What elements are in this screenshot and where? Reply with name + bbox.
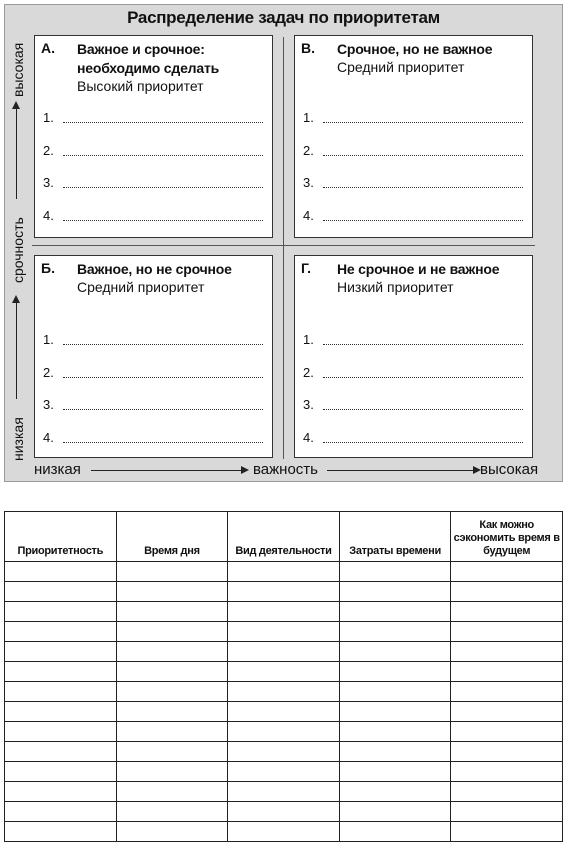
dotted-line: [63, 122, 263, 123]
table-cell[interactable]: [451, 802, 563, 822]
table-cell[interactable]: [228, 562, 340, 582]
quadrant-a: [34, 35, 273, 238]
task-line[interactable]: [303, 332, 523, 365]
vertical-divider: [283, 37, 284, 459]
task-lines: [303, 110, 523, 240]
table-cell[interactable]: [5, 782, 117, 802]
table-cell[interactable]: [116, 802, 228, 822]
quadrant-letter: Г.: [301, 260, 312, 276]
table-cell[interactable]: [116, 622, 228, 642]
task-line[interactable]: [43, 175, 263, 208]
table-row: [5, 782, 563, 802]
table-cell[interactable]: [228, 682, 340, 702]
task-line[interactable]: [43, 208, 263, 241]
quadrant-letter: А.: [41, 40, 55, 56]
quadrant-heading: Срочное, но не важное: [337, 41, 493, 57]
table-cell[interactable]: [339, 762, 451, 782]
line-number: 3.: [43, 397, 54, 412]
dotted-line: [323, 344, 523, 345]
table-cell[interactable]: [451, 602, 563, 622]
task-line[interactable]: [303, 365, 523, 398]
table-cell[interactable]: [228, 742, 340, 762]
table-cell[interactable]: [116, 702, 228, 722]
table-cell[interactable]: [116, 742, 228, 762]
table-cell[interactable]: [116, 602, 228, 622]
importance-low-label: низкая: [34, 461, 81, 478]
table-cell[interactable]: [339, 782, 451, 802]
task-line[interactable]: [43, 397, 263, 430]
table-cell[interactable]: [5, 702, 117, 722]
table-cell[interactable]: [5, 582, 117, 602]
dotted-line: [323, 377, 523, 378]
table-cell[interactable]: [5, 682, 117, 702]
table-cell[interactable]: [228, 702, 340, 722]
table-cell[interactable]: [339, 722, 451, 742]
table-cell[interactable]: [451, 762, 563, 782]
line-number: 3.: [303, 175, 314, 190]
table-cell[interactable]: [116, 782, 228, 802]
dotted-line: [63, 442, 263, 443]
table-cell[interactable]: [339, 702, 451, 722]
table-cell[interactable]: [5, 562, 117, 582]
quadrant-b: [34, 255, 273, 458]
table-cell[interactable]: [451, 622, 563, 642]
table-header-row: [5, 512, 563, 562]
table-cell[interactable]: [116, 762, 228, 782]
table-cell[interactable]: [228, 762, 340, 782]
task-line[interactable]: [43, 430, 263, 463]
dotted-line: [63, 187, 263, 188]
table-cell[interactable]: [116, 562, 228, 582]
table-row: [5, 582, 563, 602]
table-cell[interactable]: [5, 762, 117, 782]
urgency-low-label: низкая: [10, 417, 26, 461]
urgency-axis-label: срочность: [10, 217, 26, 283]
task-line[interactable]: [303, 208, 523, 241]
table-cell[interactable]: [451, 702, 563, 722]
urgency-arrow-icon: [16, 301, 17, 399]
table-row: [5, 602, 563, 622]
dotted-line: [63, 344, 263, 345]
priority-matrix: [4, 4, 563, 482]
table-cell[interactable]: [339, 822, 451, 842]
task-line[interactable]: [303, 110, 523, 143]
matrix-title: Распределение задач по приоритетам: [127, 8, 440, 27]
task-line[interactable]: [43, 143, 263, 176]
table-cell[interactable]: [228, 642, 340, 662]
quadrant-v: [294, 35, 533, 238]
table-cell[interactable]: [339, 642, 451, 662]
urgency-arrow-icon: [16, 107, 17, 199]
quadrant-letter: Б.: [41, 260, 55, 276]
task-line[interactable]: [43, 365, 263, 398]
table-cell[interactable]: [451, 782, 563, 802]
table-cell[interactable]: [339, 562, 451, 582]
dotted-line: [63, 155, 263, 156]
table-cell[interactable]: [228, 822, 340, 842]
line-number: 4.: [43, 207, 54, 223]
quadrant-heading: Важное, но не срочное: [77, 261, 232, 277]
table-cell[interactable]: [228, 582, 340, 602]
table-cell[interactable]: [451, 682, 563, 702]
table-cell[interactable]: [451, 562, 563, 582]
table-row: [5, 762, 563, 782]
quadrant-priority: Высокий приоритет: [77, 78, 204, 94]
task-line[interactable]: [303, 430, 523, 463]
quadrant-priority: Средний приоритет: [337, 59, 465, 75]
column-header: Вид деятельности: [228, 512, 340, 562]
table-row: [5, 682, 563, 702]
importance-arrow-icon: [327, 470, 475, 471]
column-header: Затраты времени: [339, 512, 451, 562]
dotted-line: [323, 409, 523, 410]
table-row: [5, 702, 563, 722]
table-row: [5, 822, 563, 842]
table-cell[interactable]: [116, 662, 228, 682]
line-number: 1.: [303, 110, 314, 125]
quadrant-heading: Не срочное и не важное: [337, 261, 500, 277]
quadrant-priority: Средний приоритет: [77, 279, 205, 295]
table-cell[interactable]: [5, 642, 117, 662]
dotted-line: [323, 155, 523, 156]
quadrant-letter: В.: [301, 40, 315, 56]
table-cell[interactable]: [228, 602, 340, 622]
line-number: 3.: [303, 397, 314, 412]
table-row: [5, 742, 563, 762]
task-line[interactable]: [43, 332, 263, 365]
table-row: [5, 642, 563, 662]
table-row: [5, 722, 563, 742]
dotted-line: [63, 409, 263, 410]
dotted-line: [323, 122, 523, 123]
dotted-line: [323, 187, 523, 188]
table-cell[interactable]: [228, 662, 340, 682]
table-cell[interactable]: [339, 662, 451, 682]
table-body: [5, 562, 563, 842]
table-cell[interactable]: [339, 742, 451, 762]
line-number: 4.: [303, 207, 314, 223]
column-header: Приоритетность: [5, 512, 117, 562]
line-number: 2.: [303, 364, 314, 380]
line-number: 4.: [303, 429, 314, 445]
task-line[interactable]: [303, 397, 523, 430]
table-row: [5, 562, 563, 582]
table-cell[interactable]: [228, 802, 340, 822]
table-cell[interactable]: [228, 722, 340, 742]
task-lines: [43, 332, 263, 462]
dotted-line: [63, 220, 263, 221]
dotted-line: [63, 377, 263, 378]
table-cell[interactable]: [5, 802, 117, 822]
table-row: [5, 802, 563, 822]
line-number: 3.: [43, 175, 54, 190]
line-number: 2.: [303, 142, 314, 158]
task-lines: [43, 110, 263, 240]
table-cell[interactable]: [339, 622, 451, 642]
column-header: Время дня: [116, 512, 228, 562]
table-cell[interactable]: [451, 642, 563, 662]
table-cell[interactable]: [451, 662, 563, 682]
line-number: 1.: [303, 332, 314, 347]
table-cell[interactable]: [228, 622, 340, 642]
table-cell[interactable]: [339, 602, 451, 622]
line-number: 1.: [43, 332, 54, 347]
table-cell[interactable]: [5, 722, 117, 742]
task-line[interactable]: [43, 110, 263, 143]
task-line[interactable]: [303, 175, 523, 208]
table-cell[interactable]: [116, 722, 228, 742]
table-row: [5, 622, 563, 642]
table-cell[interactable]: [5, 822, 117, 842]
urgency-high-label: высокая: [10, 42, 26, 97]
table-cell[interactable]: [451, 722, 563, 742]
task-lines: [303, 332, 523, 462]
table-cell[interactable]: [5, 662, 117, 682]
time-log-table: [4, 511, 563, 842]
quadrant-g: [294, 255, 533, 458]
table-cell[interactable]: [116, 682, 228, 702]
line-number: 2.: [43, 142, 54, 158]
dotted-line: [323, 442, 523, 443]
task-line[interactable]: [303, 143, 523, 176]
table-cell[interactable]: [451, 822, 563, 842]
table-cell[interactable]: [116, 642, 228, 662]
importance-arrow-icon: [91, 470, 243, 471]
table-cell[interactable]: [5, 622, 117, 642]
table-row: [5, 662, 563, 682]
table-cell[interactable]: [5, 742, 117, 762]
table-cell[interactable]: [116, 582, 228, 602]
line-number: 1.: [43, 110, 54, 125]
table-cell[interactable]: [5, 602, 117, 622]
quadrant-priority: Низкий приоритет: [337, 279, 454, 295]
importance-high-label: высокая: [480, 461, 539, 478]
table-cell[interactable]: [228, 782, 340, 802]
table-cell[interactable]: [451, 742, 563, 762]
line-number: 4.: [43, 429, 54, 445]
table-cell[interactable]: [339, 682, 451, 702]
importance-axis-label: важность: [253, 461, 318, 478]
table-cell[interactable]: [116, 822, 228, 842]
table-cell[interactable]: [339, 582, 451, 602]
line-number: 2.: [43, 364, 54, 380]
table-cell[interactable]: [451, 582, 563, 602]
quadrant-heading: Важное и срочное: необходимо сделать: [77, 41, 220, 76]
column-header: Как можно сэкономить время в будущем: [451, 512, 563, 562]
table-cell[interactable]: [339, 802, 451, 822]
dotted-line: [323, 220, 523, 221]
